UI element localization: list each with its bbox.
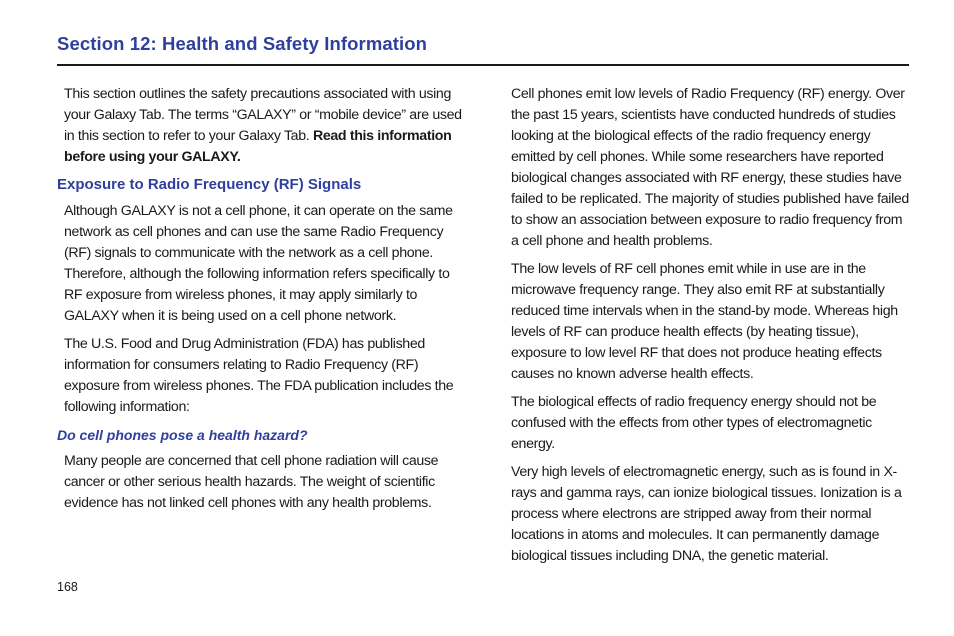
right-column	[511, 84, 911, 574]
biological-effects-paragraph: The biological effects of radio frequency energy should not be confused with the effects from other types of electromagnetic energy.	[511, 394, 877, 452]
intro-paragraph	[57, 84, 467, 168]
rf-paragraph-1: Although GALAXY is not a cell phone, it can operate on the same network as cell phones and can use the same Radio Frequency (RF) signals to communicate with the network as a cell phone. Therefore, although the following information refers specifically to RF exposure from wireless phones, it may apply similarly to GALAXY when it is being used on a cell phone network.	[64, 203, 453, 324]
section-title: Section 12: Health and Safety Information	[57, 33, 428, 54]
health-hazard-heading: Do cell phones pose a health hazard?	[57, 427, 308, 443]
microwave-paragraph: The low levels of RF cell phones emit while in use are in the microwave frequency range. They also emit RF at substantially reduced time intervals when in the stand-by mode. Whereas high levels of RF can produce health effects (by heating tissue), exposure to low level RF that does not produce heating effects causes no known adverse health effects.	[511, 261, 898, 382]
health-hazard-paragraph: Many people are concerned that cell phone radiation will cause cancer or other serious health hazards. The weight of scientific evidence has not linked cell phones with any health problems.	[64, 453, 439, 511]
ionization-paragraph: Very high levels of electromagnetic energy, such as is found in X-rays and gamma rays, can ionize biological tissues. Ionization is a process where electrons are stripped away from their normal locations in atoms and molecules. It can permanently damage biological tissues including DNA, the genetic material.	[511, 464, 902, 564]
rf-signals-heading: Exposure to Radio Frequency (RF) Signals	[57, 176, 362, 193]
intro-bold-text: Read this information before using your GALAXY.	[64, 128, 452, 165]
rf-energy-paragraph: Cell phones emit low levels of Radio Frequency (RF) energy. Over the past 15 years, scientists have conducted hundreds of studies looking at the biological effects of the radio frequency energy emitted by cell phones. While some researchers have reported biological changes associated with RF energy, these studies have failed to be replicated. The majority of studies published have failed to show an association between exposure to radio frequency from a cell phone and health problems.	[511, 86, 909, 249]
rf-paragraph-2: The U.S. Food and Drug Administration (FDA) has published information for consumers relating to Radio Frequency (RF) exposure from wireless phones. The FDA publication includes the following information:	[64, 336, 454, 415]
title-divider	[57, 64, 909, 66]
left-column	[57, 84, 467, 521]
page-number: 168	[57, 580, 78, 594]
intro-text: This section outlines the safety precautions associated with using your Galaxy Tab. The terms “GALAXY” or “mobile device” are used in this section to refer to your Galaxy Tab.	[64, 86, 462, 144]
